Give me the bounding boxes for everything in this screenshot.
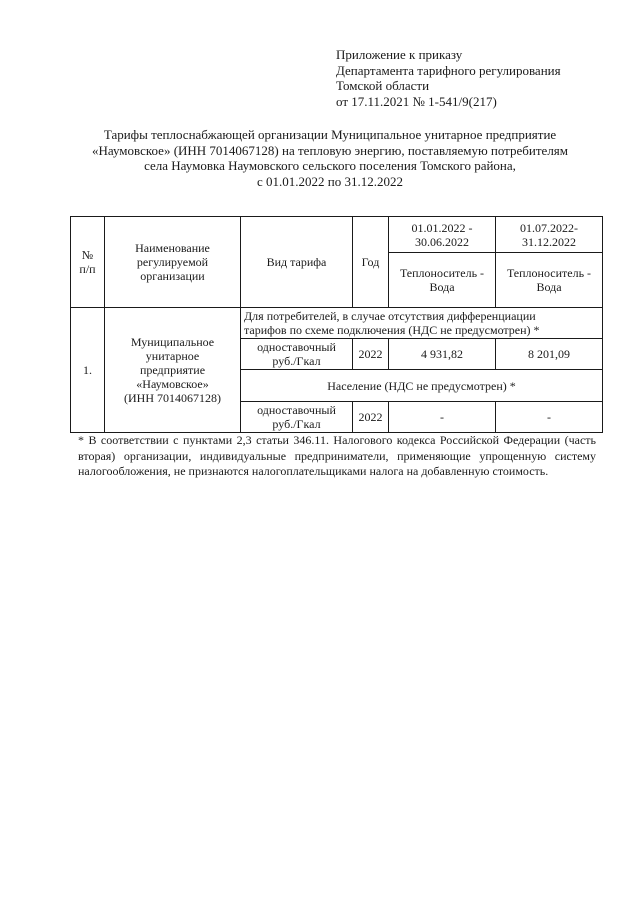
tariff-value-period-1: - [389, 402, 496, 433]
order-reference-line: Департамента тарифного регулирования [336, 62, 561, 78]
tariff-value-period-1: 4 931,82 [389, 339, 496, 370]
header-period-1 [389, 217, 496, 253]
organization-text: предприятие [139, 363, 206, 377]
header-row-number [71, 217, 105, 308]
order-reference [336, 47, 561, 109]
header-organization [105, 217, 241, 308]
header-text: Теплоноситель - [506, 266, 592, 280]
header-text: организации [140, 269, 205, 283]
organization-text: Муниципальное [130, 335, 215, 349]
order-reference-line: Томской области [336, 78, 430, 93]
header-text: Наименование [135, 241, 210, 255]
header-text: Вода [429, 280, 455, 294]
section-text: тарифов по схеме подключения (НДС не предусмотрен) * [244, 323, 540, 337]
document-title [60, 127, 600, 189]
header-text: 01.01.2022 - [411, 220, 473, 235]
header-period-2 [496, 217, 603, 253]
order-reference-line: Приложение к приказу [336, 47, 463, 62]
organization-text: «Наумовское» [136, 377, 209, 391]
tariff-table [70, 216, 603, 433]
header-carrier-2 [496, 253, 603, 308]
header-text: № [81, 248, 94, 262]
order-reference-line: от 17.11.2021 № 1-541/9(217) [336, 93, 497, 109]
header-text: Теплоноситель - [399, 266, 485, 280]
row-number: 1. [71, 308, 105, 433]
tariff-type-cell [241, 402, 353, 433]
footnote: * В соответствии с пунктами 2,3 статьи 346.11. Налогового кодекса Российской Федерации (часть вторая) организации, индивидуальные предприниматели, применяющие упрощенную систему налогообложения, не признаются налогоплательщиками налога на добавленную стоимость. [78, 433, 596, 478]
organization-text: унитарное [145, 349, 200, 363]
tariff-text: руб./Гкал [272, 417, 321, 431]
header-text: регулируемой [136, 255, 209, 269]
section-general-consumers [241, 308, 603, 339]
title-line: «Наумовское» (ИНН 7014067128) на тепловую энергию, поставляемую потребителям [91, 142, 569, 158]
title-line: села Наумовка Наумовского сельского поселения Томского района, [144, 158, 516, 173]
tariff-value-period-2: 8 201,09 [496, 339, 603, 370]
year-cell: 2022 [353, 339, 389, 370]
title-line: Тарифы теплоснабжающей организации Муниципальное унитарное предприятие [103, 127, 557, 142]
header-text: 31.12.2022 [522, 234, 576, 249]
header-carrier-1 [389, 253, 496, 308]
year-cell: 2022 [353, 402, 389, 433]
section-text: Для потребителей, в случае отсутствия дифференциации [244, 309, 536, 323]
organization-text: (ИНН 7014067128) [124, 391, 221, 405]
header-text: п/п [79, 262, 96, 276]
tariff-text: одноставочный [257, 340, 336, 354]
section-population: Население (НДС не предусмотрен) * [241, 370, 603, 402]
title-line: с 01.01.2022 по 31.12.2022 [257, 173, 403, 189]
tariff-text: руб./Гкал [272, 354, 321, 368]
header-text: 01.07.2022- [520, 220, 578, 235]
header-text: 30.06.2022 [415, 234, 469, 249]
header-text: Вода [536, 280, 562, 294]
tariff-value-period-2: - [496, 402, 603, 433]
organization-name [105, 308, 241, 433]
tariff-text: одноставочный [257, 403, 336, 417]
header-year: Год [353, 217, 389, 308]
header-tariff-type: Вид тарифа [241, 217, 353, 308]
tariff-type-cell [241, 339, 353, 370]
